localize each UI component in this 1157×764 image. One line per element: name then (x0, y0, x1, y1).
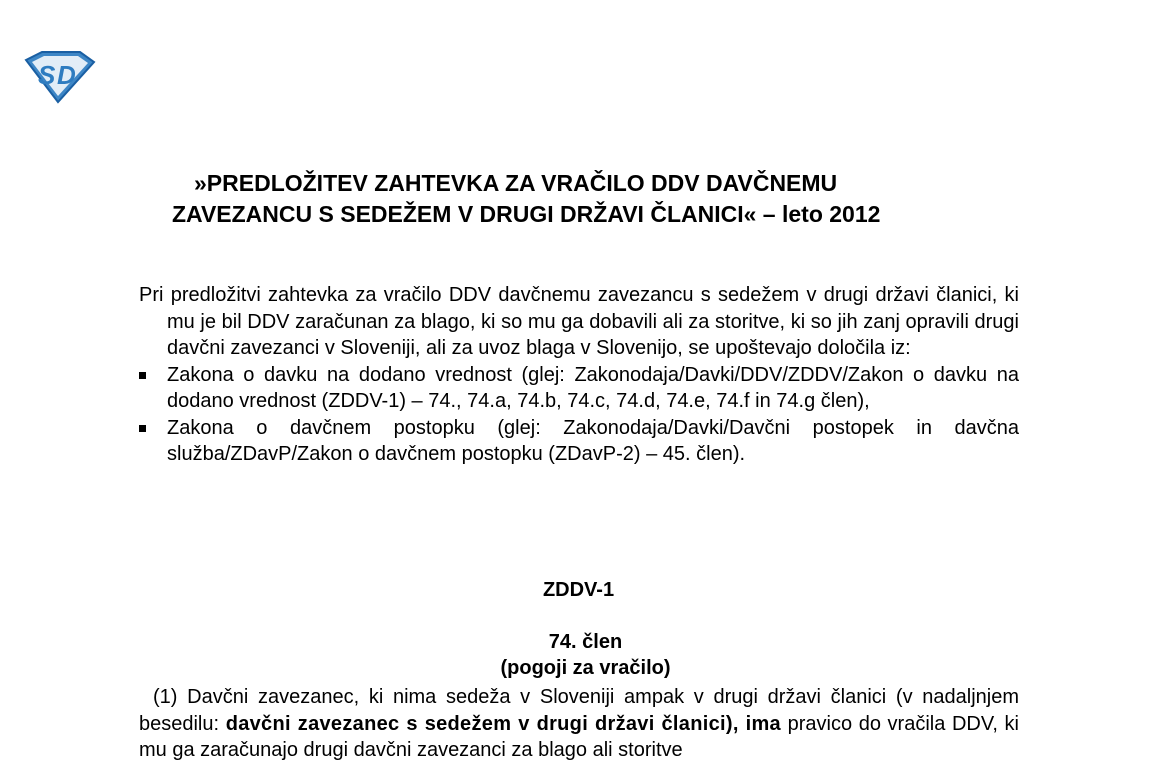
intro-section (139, 282, 1019, 468)
article-paragraph-1 (139, 684, 1019, 764)
list-item-text: Zakona o davčnem postopku (glej: Zakonodaja/Davki/Davčni postopek in davčna služba/ZDavP/Zakon o davčnem postopku (ZDavP-2) – 45. člen). (167, 416, 1019, 465)
list-item (139, 415, 1019, 468)
article-heading: 74. člen (548, 631, 623, 653)
company-logo (22, 50, 96, 104)
logo-letter-d: D (57, 60, 76, 90)
intro-paragraph: Pri predložitvi zahtevka za vračilo DDV davčnemu zavezancu s sedežem v drugi državi članici, ki mu je bil DDV zaračunan za blago, ki so mu ga dobavili ali za storitve, ki so jih zanj opravili drugi davčni zavezanci v Sloveniji, ali za uvoz blaga v Slovenijo, se upoštevajo določila iz: (139, 284, 1019, 359)
article-body (139, 684, 1019, 764)
title-line-2: ZAVEZANCU S SEDEŽEM V DRUGI DRŽAVI ČLANICI« – leto 2012 (172, 201, 881, 227)
paragraph-bold-text: davčni zavezanec s sedežem v drugi državi članici), ima (225, 712, 781, 735)
list-item (139, 362, 1019, 415)
bullet-icon (139, 425, 146, 432)
paragraph-text: (1) Davčni zavezanec, ki nima sedeža v Sloveniji ampak v drugi državi članici (v nadaljnjem besedilu: (139, 686, 1019, 735)
logo-letter-s: S (38, 60, 56, 90)
law-heading: ZDDV-1 (542, 579, 615, 601)
paragraph-text-end: pravico do vračila DDV, ki mu ga zaračunajo drugi davčni zavezanci za blago ali storitve (139, 712, 1019, 761)
bullet-icon (139, 372, 146, 379)
title-line-1: »PREDLOŽITEV ZAHTEVKA ZA VRAČILO DDV DAVČNEMU (194, 170, 838, 196)
law-list (139, 362, 1019, 468)
article-subtitle: (pogoji za vračilo) (500, 657, 671, 679)
list-item-text: Zakona o davku na dodano vrednost (glej: Zakonodaja/Davki/DDV/ZDDV/Zakon o davku na dodano vrednost (ZDDV-1) – 74., 74.a, 74.b, 74.c, 74.d, 74.e, 74.f in 74.g člen), (167, 363, 1019, 412)
